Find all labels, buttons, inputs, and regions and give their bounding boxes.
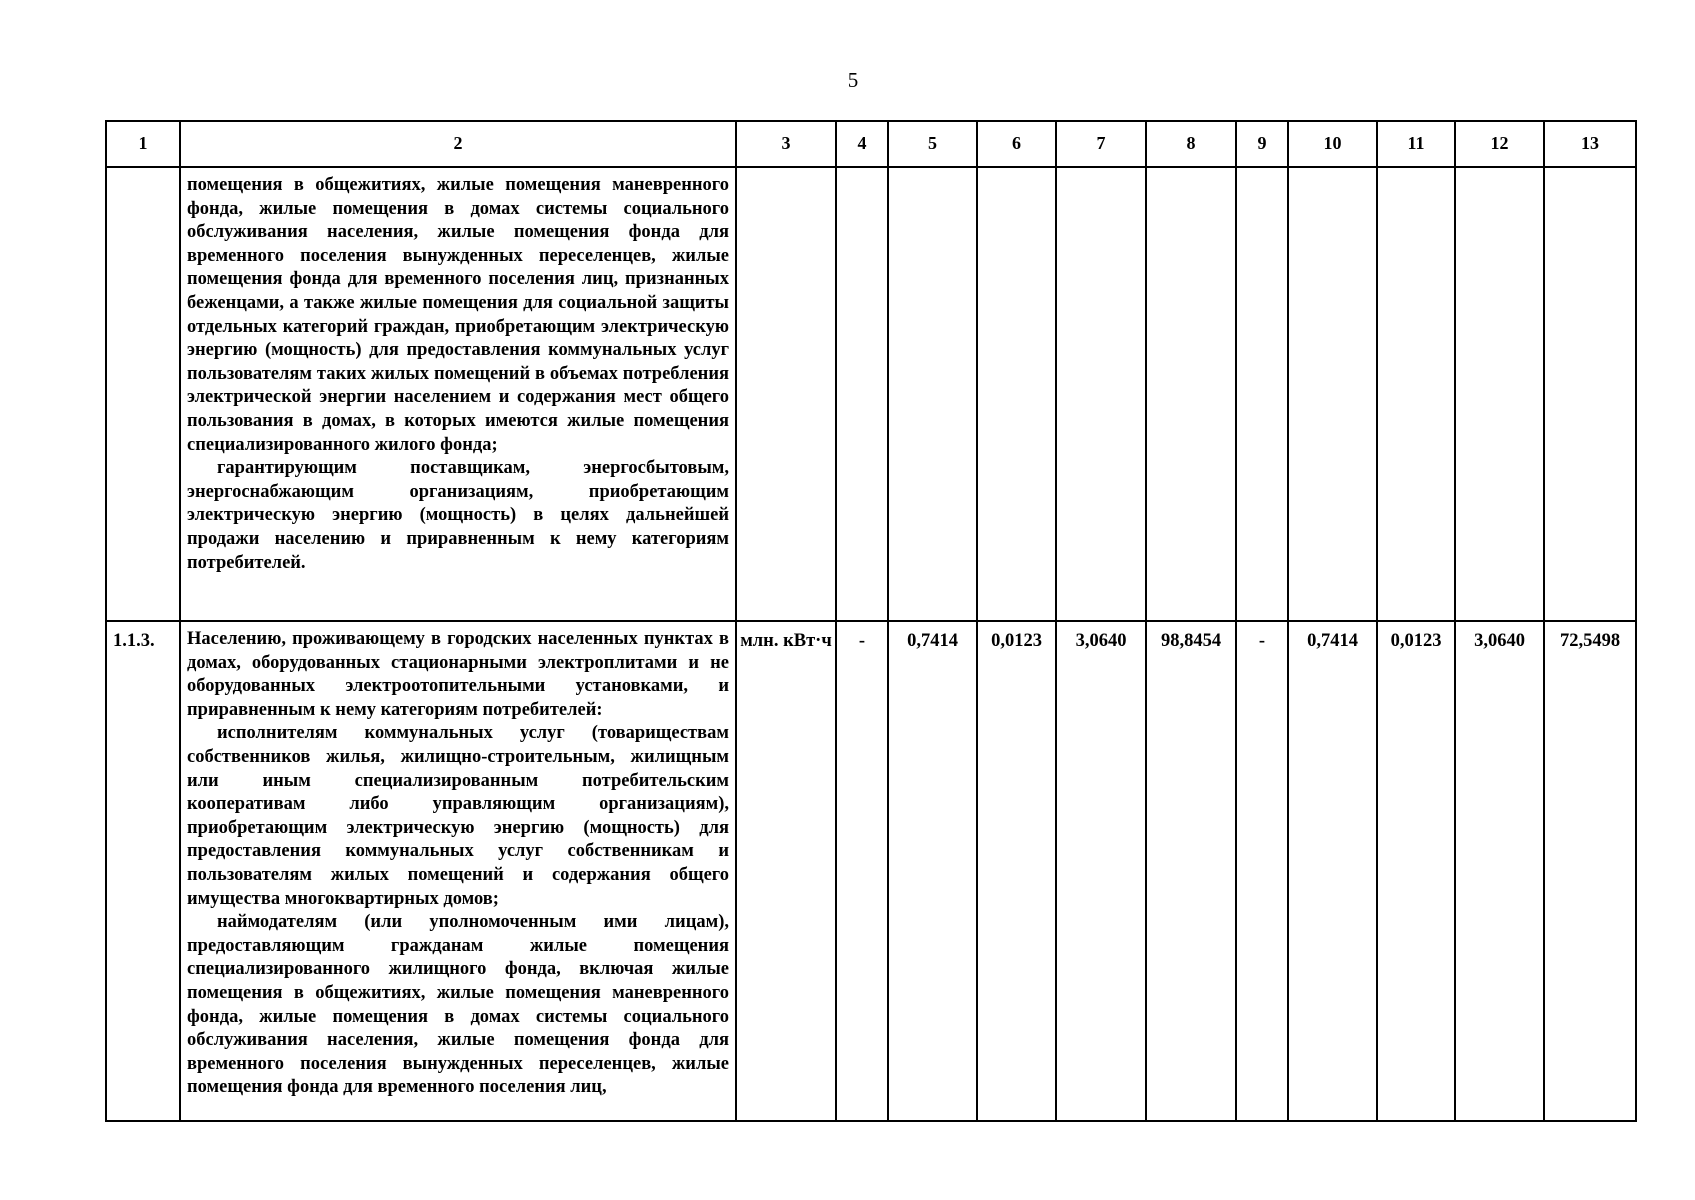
value-cell <box>1288 167 1377 621</box>
row-description <box>180 167 736 621</box>
column-header: 12 <box>1455 121 1544 167</box>
description-paragraph: наймодателям (или уполномоченным ими лицам), предоставляющим гражданам жилые помещения специализированного жилищного фонда, включая жилые помещения в общежитиях, жилые помещения маневренного фонда, жилые помещения в домах системы социального обслуживания населения, жилые помещения фонда для временного поселения вынужденных переселенцев, жилые помещения фонда для временного поселения лиц, <box>187 912 729 1098</box>
value-cell: - <box>1236 621 1288 1121</box>
value-cell <box>1056 167 1146 621</box>
row-unit <box>736 167 836 621</box>
value-cell <box>1146 167 1236 621</box>
column-header: 6 <box>977 121 1056 167</box>
page-number: 5 <box>847 68 859 92</box>
value-cell: - <box>836 621 888 1121</box>
column-header: 10 <box>1288 121 1377 167</box>
value-cell: 98,8454 <box>1146 621 1236 1121</box>
description-paragraph: помещения в общежитиях, жилые помещения маневренного фонда, жилые помещения в домах системы социального обслуживания населения, жилые помещения фонда для временного поселения вынужденных переселенцев, жилые помещения фонда для временного поселения лиц, признанных беженцами, а также жилые помещения для социальной защиты отдельных категорий граждан, приобретающим электрическую энергию (мощность) для предоставления коммунальных услуг пользователям таких жилых помещений в объемах потребления электрической энергии населением и содержания мест общего пользования в домах, в которых имеются жилые помещения специализированного жилого фонда; <box>187 175 729 455</box>
value-cell: 0,7414 <box>888 621 977 1121</box>
column-header: 11 <box>1377 121 1455 167</box>
row-unit: млн. кВт·ч <box>736 621 836 1121</box>
value-cell <box>836 167 888 621</box>
table-row <box>106 621 1636 1121</box>
value-cell: 3,0640 <box>1056 621 1146 1121</box>
row-code: 1.1.3. <box>106 621 180 1121</box>
column-header: 8 <box>1146 121 1236 167</box>
value-cell <box>888 167 977 621</box>
table-row <box>106 167 1636 621</box>
value-cell: 0,0123 <box>977 621 1056 1121</box>
value-cell <box>1236 167 1288 621</box>
column-header: 3 <box>736 121 836 167</box>
column-header: 9 <box>1236 121 1288 167</box>
value-cell <box>1455 167 1544 621</box>
column-header: 7 <box>1056 121 1146 167</box>
description-paragraph: Населению, проживающему в городских населенных пунктах в домах, оборудованных стационарными электроплитами и не оборудованных электроотопительными установками, и приравненным к нему категориям потребителей: <box>187 629 729 720</box>
column-header: 4 <box>836 121 888 167</box>
column-header: 13 <box>1544 121 1636 167</box>
column-header: 5 <box>888 121 977 167</box>
value-cell: 72,5498 <box>1544 621 1636 1121</box>
column-header: 1 <box>106 121 180 167</box>
description-paragraph: гарантирующим поставщикам, энергосбытовым, энергоснабжающим организациям, приобретающим электрическую энергию (мощность) в целях дальнейшей продажи населению и приравненным к нему категориям потребителей. <box>187 458 729 573</box>
value-cell: 0,7414 <box>1288 621 1377 1121</box>
value-cell: 0,0123 <box>1377 621 1455 1121</box>
value-cell: 3,0640 <box>1455 621 1544 1121</box>
value-cell <box>1544 167 1636 621</box>
tariff-table <box>105 120 1637 1122</box>
value-cell <box>977 167 1056 621</box>
row-code <box>106 167 180 621</box>
value-cell <box>1377 167 1455 621</box>
table-header-row <box>106 121 1636 167</box>
column-header: 2 <box>180 121 736 167</box>
row-description <box>180 621 736 1121</box>
description-paragraph: исполнителям коммунальных услуг (товариществам собственников жилья, жилищно-строительным, жилищным или иным специализированным потребительским кооперативам либо управляющим организациям), приобретающим электрическую энергию (мощность) для предоставления коммунальных услуг собственникам и пользователям жилых помещений и содержания общего имущества многоквартирных домов; <box>187 723 729 909</box>
